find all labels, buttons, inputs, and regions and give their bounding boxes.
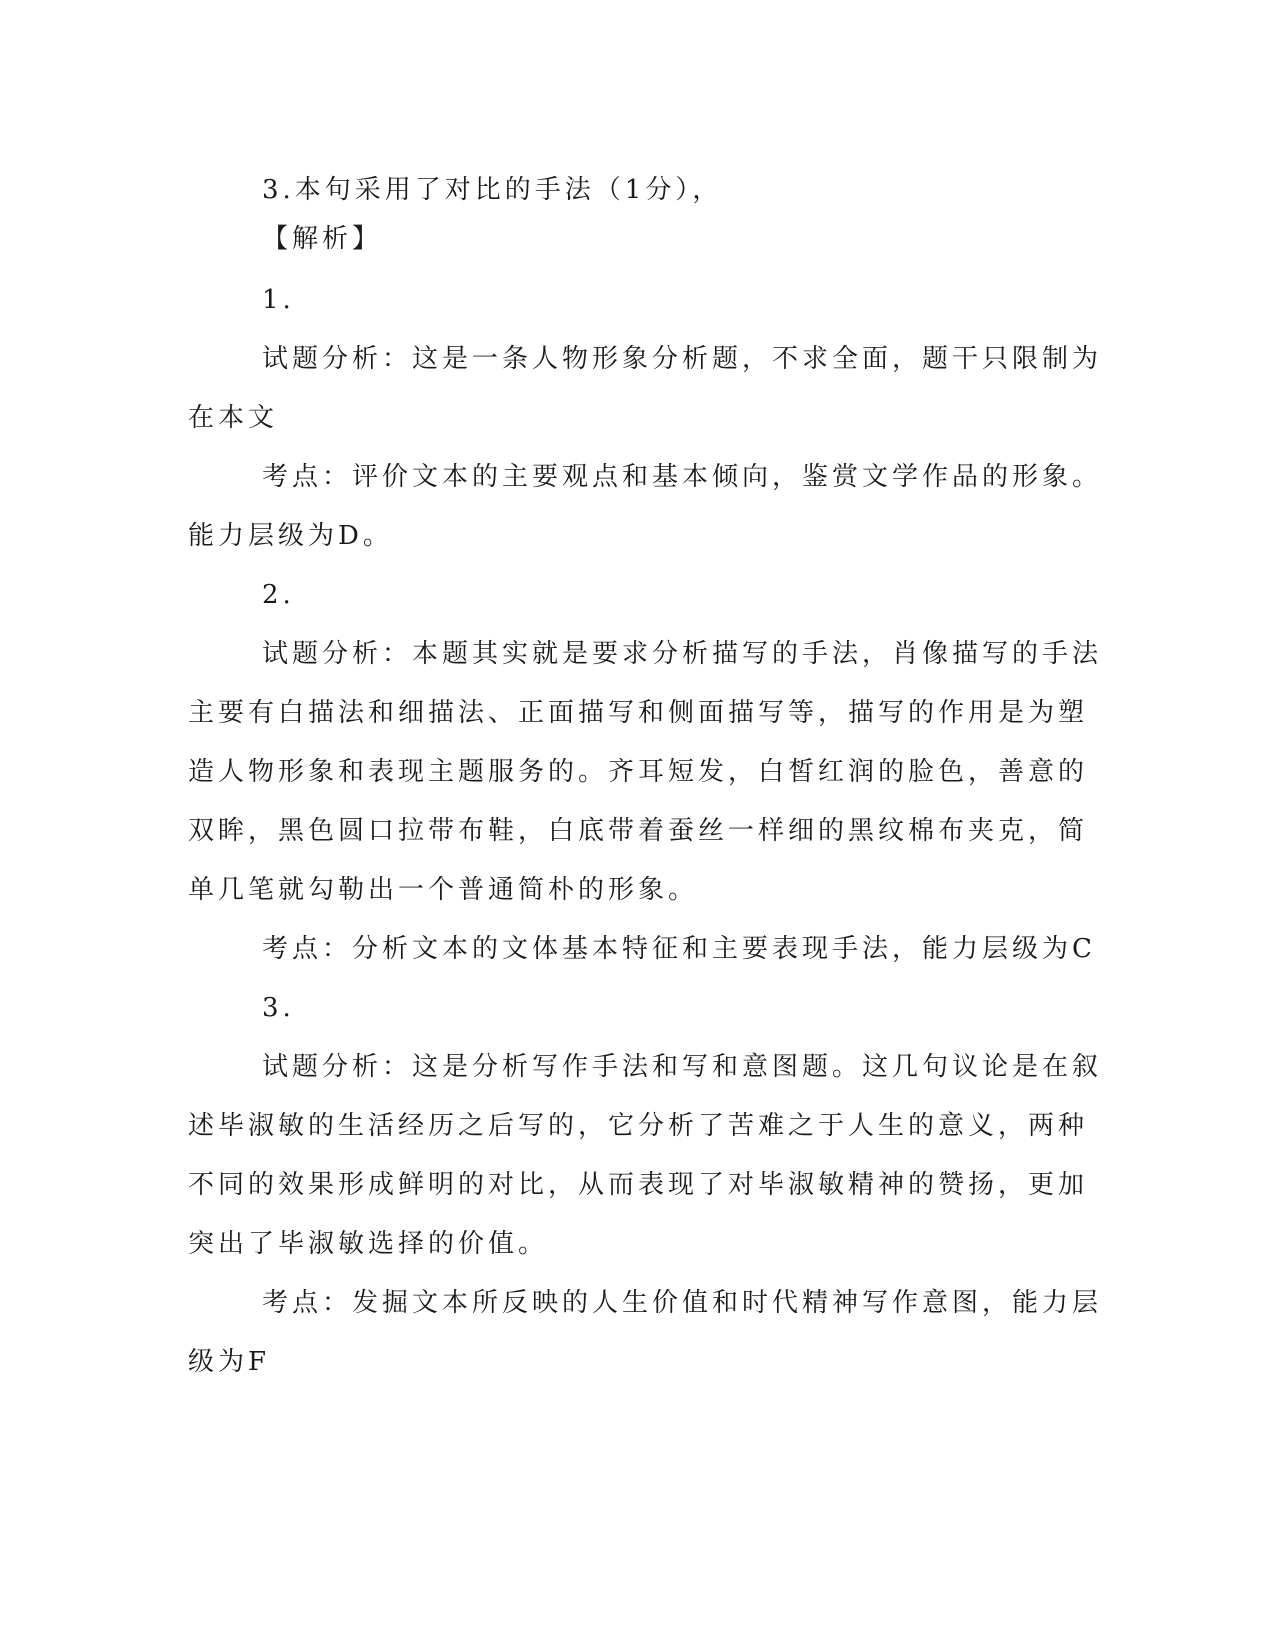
item-number-2: 2. xyxy=(262,580,295,610)
analysis-3-line-1: 试题分析：这是分析写作手法和写和意图题。这几句议论是在叙 xyxy=(262,1052,1103,1082)
item-number-1: 1. xyxy=(262,285,295,315)
kaodian-1-line-2: 能力层级为D。 xyxy=(188,521,393,551)
kaodian-1-line-1: 考点：评价文本的主要观点和基本倾向，鉴赏文学作品的形象。 xyxy=(262,462,1103,492)
analysis-2-line-3: 造人物形象和表现主题服务的。齐耳短发，白皙红润的脸色，善意的 xyxy=(188,757,1089,787)
kaodian-3-line-1: 考点：发掘文本所反映的人生价值和时代精神写作意图，能力层 xyxy=(262,1288,1103,1318)
kaodian-2: 考点：分析文本的文体基本特征和主要表现手法，能力层级为C xyxy=(262,934,1096,964)
analysis-2-line-4: 双眸，黑色圆口拉带布鞋，白底带着蚕丝一样细的黑纹棉布夹克，简 xyxy=(188,816,1089,846)
analysis-2-line-5: 单几笔就勾勒出一个普通简朴的形象。 xyxy=(188,875,699,905)
analysis-heading: 【解析】 xyxy=(262,224,383,254)
answer-line-3: 3.本句采用了对比的手法（1分）， xyxy=(262,175,723,205)
analysis-3-line-3: 不同的效果形成鲜明的对比，从而表现了对毕淑敏精神的赞扬，更加 xyxy=(188,1170,1089,1200)
analysis-1-line-2: 在本文 xyxy=(188,403,279,433)
analysis-1-line-1: 试题分析：这是一条人物形象分析题，不求全面，题干只限制为 xyxy=(262,344,1103,374)
analysis-2-line-2: 主要有白描法和细描法、正面描写和侧面描写等，描写的作用是为塑 xyxy=(188,698,1089,728)
analysis-3-line-4: 突出了毕淑敏选择的价值。 xyxy=(188,1229,549,1259)
analysis-3-line-2: 述毕淑敏的生活经历之后写的，它分析了苦难之于人生的意义，两种 xyxy=(188,1111,1089,1141)
analysis-2-line-1: 试题分析：本题其实就是要求分析描写的手法，肖像描写的手法 xyxy=(262,639,1103,669)
item-number-3: 3. xyxy=(262,993,295,1023)
kaodian-3-line-2: 级为F xyxy=(188,1347,271,1377)
